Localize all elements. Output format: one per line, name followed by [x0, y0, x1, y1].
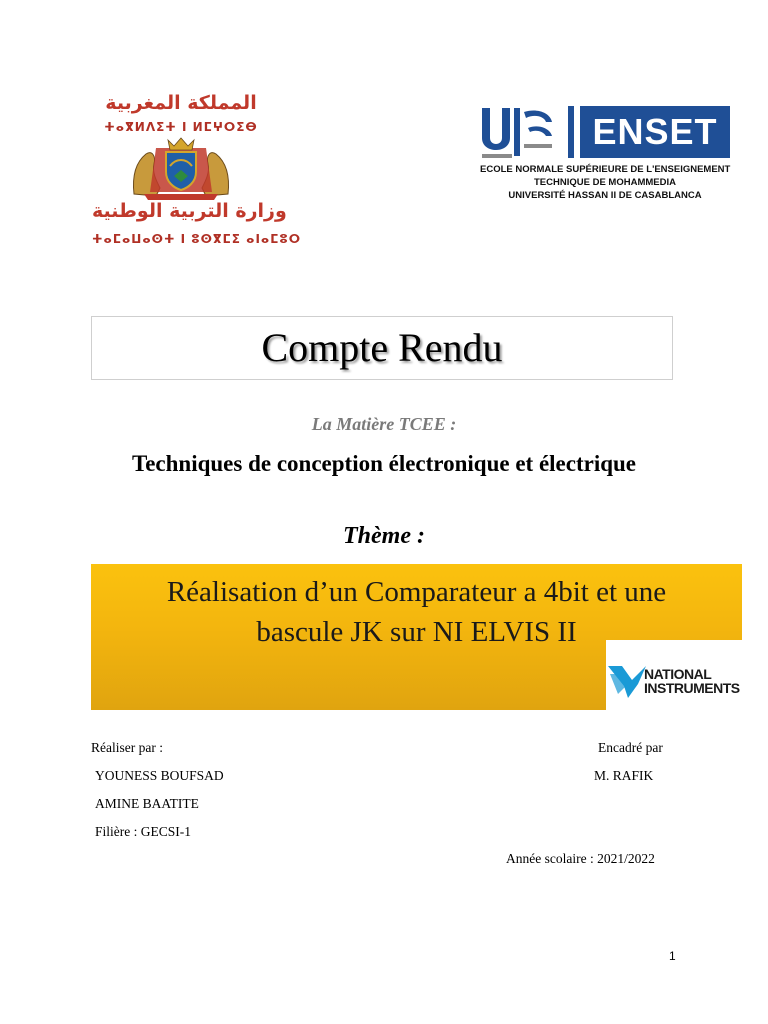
theme-label: Thème :	[343, 523, 425, 549]
ministry-arabic-bottom: وزارة التربية الوطنية	[92, 200, 287, 222]
supervisor-label: Encadré par	[598, 740, 663, 755]
page-title: Compte Rendu	[261, 325, 503, 370]
supervisor-name: M. RAFIK	[594, 768, 654, 783]
student-name-2: AMINE BAATITE	[95, 796, 199, 811]
ministry-tifinagh-top: ⵜⴰⴳⵍⴷⵉⵜ ⵏ ⵍⵎⵖⵔⵉⴱ	[104, 120, 258, 134]
coat-of-arms-icon	[126, 136, 236, 200]
enset-divider-bar	[568, 106, 574, 158]
title-box	[91, 316, 673, 380]
ministry-logo	[92, 92, 301, 252]
authors-label: Réaliser par :	[91, 740, 163, 755]
national-instruments-logo	[606, 640, 758, 710]
filiere-text: Filière : GECSI-1	[95, 824, 191, 839]
ni-word-instruments: INSTRUMENTS	[644, 680, 740, 696]
enset-logo	[480, 104, 730, 204]
enset-wordmark: ENSET	[580, 106, 730, 158]
ni-word-national: NATIONAL	[644, 666, 712, 682]
ministry-arabic-top: المملكة المغربية	[105, 92, 257, 114]
subject-title: Techniques de conception électronique et électrique	[131, 451, 637, 476]
enset-name-line2: TECHNIQUE DE MOHAMMEDIA	[534, 177, 676, 188]
ministry-tifinagh-bottom: ⵜⴰⵎⴰⵡⴰⵙⵜ ⵏ ⵓⵙⴳⵎⵉ ⴰⵏⴰⵎⵓⵔ	[92, 232, 301, 246]
theme-text-line1: Réalisation d’un Comparateur a 4bit et une	[166, 576, 667, 608]
school-year: Année scolaire : 2021/2022	[506, 851, 655, 866]
subject-label: La Matière TCEE :	[311, 414, 457, 434]
student-name-1: YOUNESS BOUFSAD	[95, 768, 224, 783]
university-hassan-mark-icon	[480, 104, 558, 160]
enset-name-line1: ECOLE NORMALE SUPÉRIEURE DE L'ENSEIGNEMENT	[480, 164, 731, 175]
enset-name-line3: UNIVERSITÉ HASSAN II DE CASABLANCA	[508, 190, 702, 201]
ni-eagle-icon	[608, 664, 648, 700]
theme-text-line2: bascule JK sur NI ELVIS II	[256, 616, 577, 648]
page-number: 1	[669, 949, 676, 963]
